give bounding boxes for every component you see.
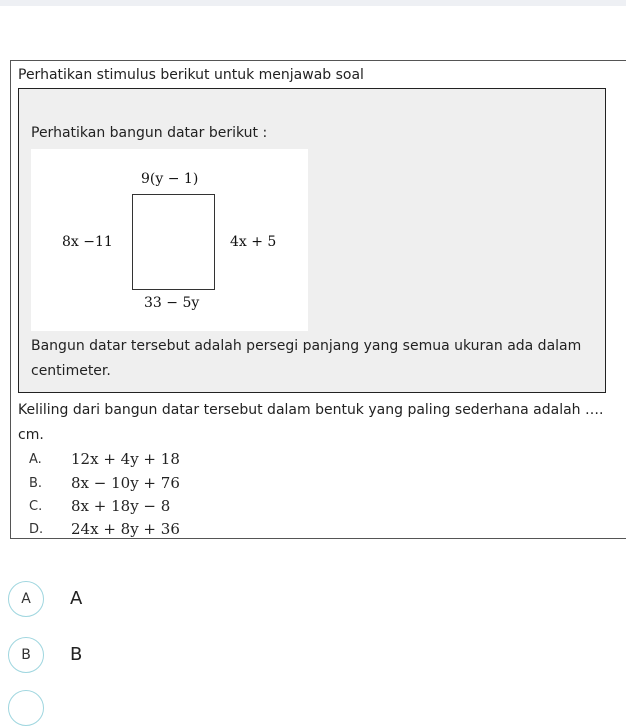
choice-text-a[interactable]: A — [70, 588, 83, 609]
option-label: B. — [29, 476, 43, 491]
figure-bottom-label: 33 − 5y — [144, 295, 200, 311]
option-expression: 8x + 18y − 8 — [71, 497, 171, 515]
choice-badge-c[interactable] — [8, 690, 44, 726]
rectangle-shape — [132, 194, 215, 290]
option-label: D. — [29, 522, 44, 537]
top-bar — [0, 0, 626, 6]
option-label: C. — [29, 499, 43, 514]
choice-badge-b[interactable]: B — [8, 637, 44, 673]
figure-top-label: 9(y − 1) — [141, 171, 199, 187]
answer-choice-a[interactable] — [8, 581, 408, 617]
answer-choice-c-partial[interactable] — [8, 690, 408, 726]
stimulus-box — [18, 88, 606, 393]
answer-choice-b[interactable] — [8, 637, 408, 673]
choice-text-b[interactable]: B — [70, 644, 83, 665]
stimulus-description: Bangun datar tersebut adalah persegi panjang yang semua ukuran ada dalam centimeter. — [31, 338, 582, 379]
option-expression: 24x + 8y + 36 — [71, 520, 180, 538]
figure-right-label: 4x + 5 — [230, 234, 277, 250]
question-block — [10, 60, 626, 539]
option-expression: 8x − 10y + 76 — [71, 474, 180, 492]
option-label: A. — [29, 452, 42, 467]
figure-left-label: 8x −11 — [62, 234, 113, 250]
question-text: Keliling dari bangun datar tersebut dalam bentuk yang paling sederhana adalah …. cm. — [18, 402, 604, 443]
rectangle-figure — [31, 149, 308, 331]
choice-badge-a[interactable]: A — [8, 581, 44, 617]
stimulus-title: Perhatikan bangun datar berikut : — [31, 125, 268, 141]
option-expression: 12x + 4y + 18 — [71, 450, 180, 468]
question-intro: Perhatikan stimulus berikut untuk menjawab soal — [18, 67, 364, 83]
